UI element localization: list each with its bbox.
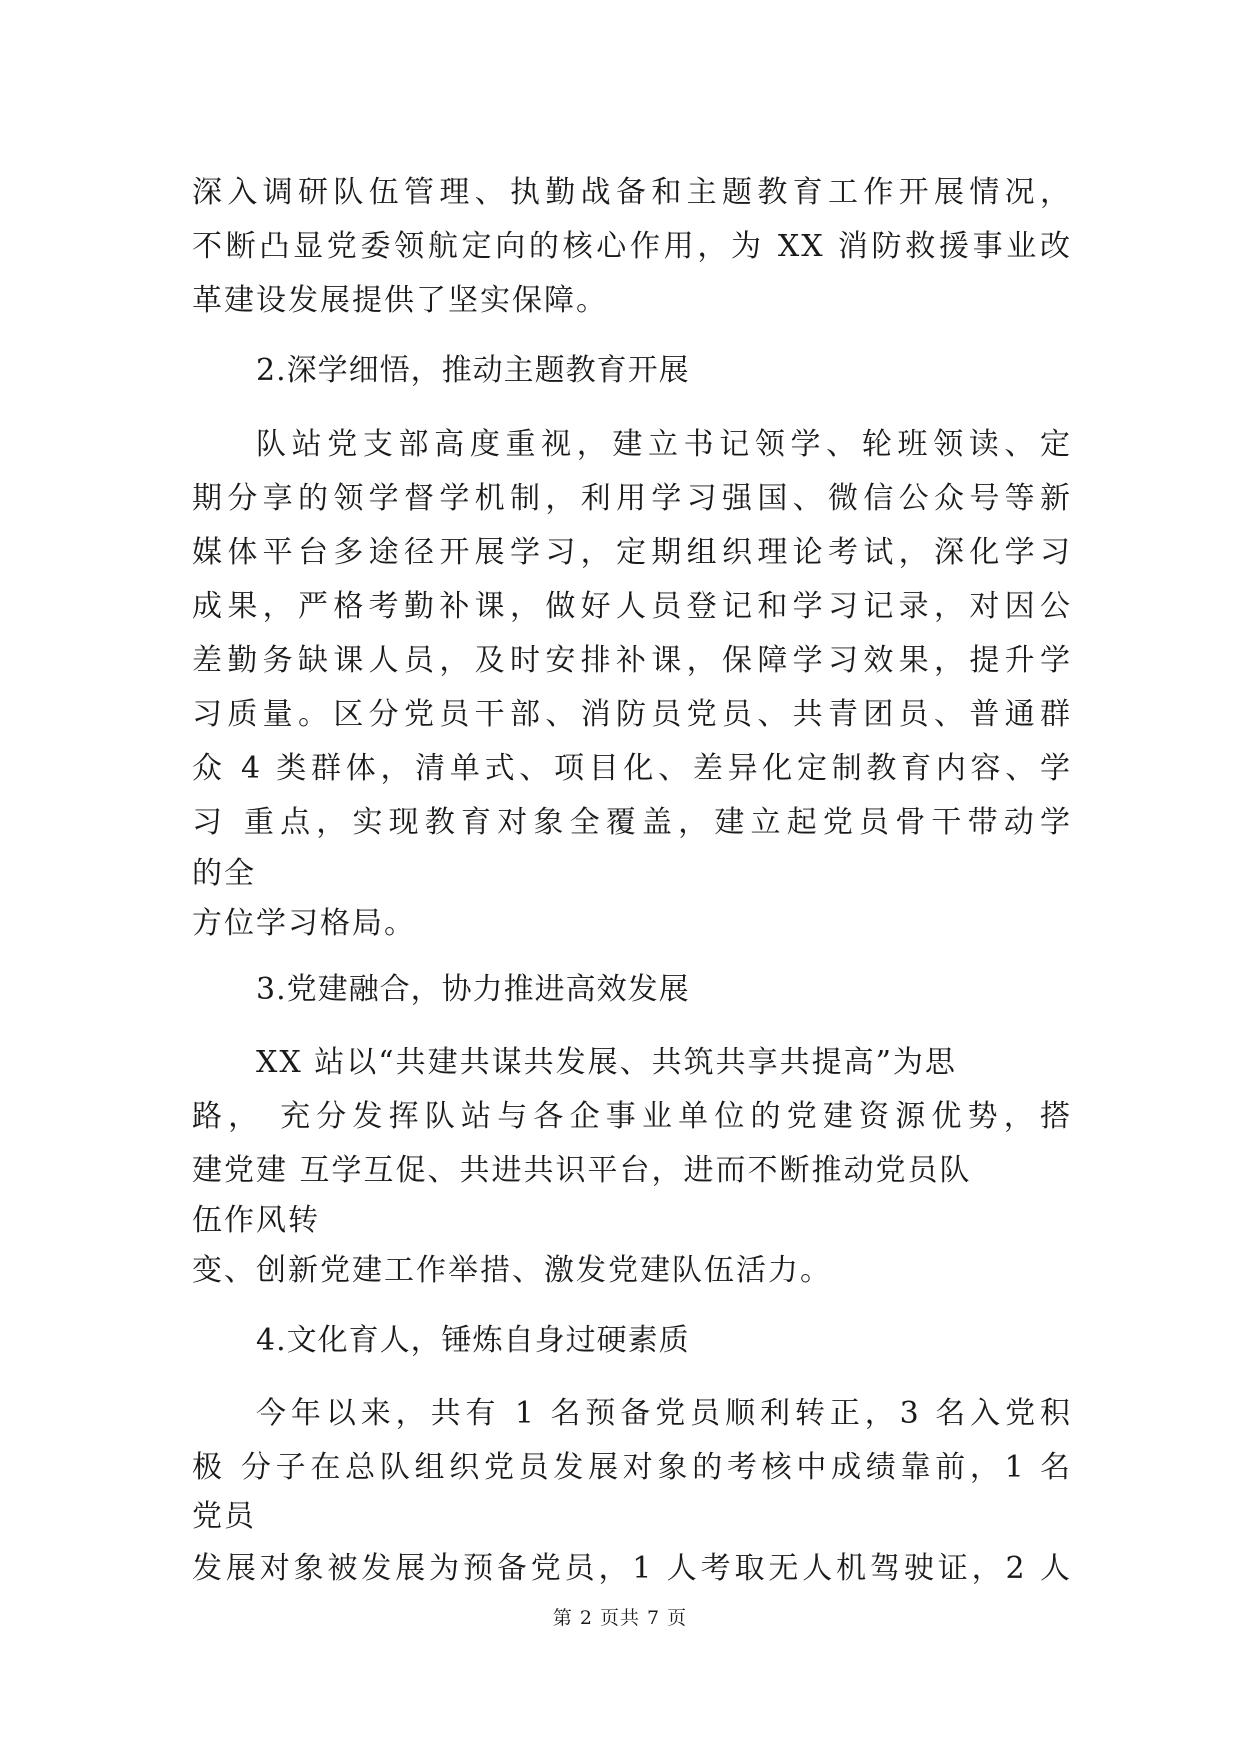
- paragraph-line: 伍作风转: [192, 1203, 320, 1238]
- paragraph-line: 不断凸显党委领航定向的核心作用，为 XX 消防救援事业改: [192, 229, 1072, 264]
- paragraph-line: 极 分子在总队组织党员发展对象的考核中成绩靠前，1 名: [192, 1450, 1072, 1485]
- paragraph-line: 变、创新党建工作举措、激发党建队伍活力。: [192, 1253, 832, 1288]
- paragraph-line: 差勤务缺课人员，及时安排补课，保障学习效果，提升学: [192, 643, 1072, 678]
- paragraph-line: 方位学习格局。: [192, 906, 416, 941]
- paragraph-line: 深入调研队伍管理、执勤战备和主题教育工作开展情况，: [192, 175, 1072, 210]
- paragraph-line: 党员: [192, 1499, 256, 1534]
- paragraph-line: 习 重点，实现教育对象全覆盖，建立起党员骨干带动学: [192, 805, 1072, 840]
- paragraph-line: 路， 充分发挥队站与各企事业单位的党建资源优势，搭: [192, 1099, 1072, 1134]
- paragraph-line: 的全: [192, 856, 256, 891]
- paragraph-line: 众 4 类群体，清单式、项目化、差异化定制教育内容、学: [192, 751, 1072, 786]
- page-footer: 第 2 页共 7 页: [552, 1607, 688, 1629]
- paragraph-line: 媒体平台多途径开展学习，定期组织理论考试，深化学习: [192, 535, 1072, 570]
- paragraph-line: 建党建 互学互促、共进共识平台，进而不断推动党员队: [192, 1153, 972, 1188]
- section-heading: 4.文化育人，锤炼自身过硬素质: [256, 1323, 690, 1358]
- paragraph-line: 期分享的领学督学机制，利用学习强国、微信公众号等新: [192, 481, 1072, 516]
- paragraph-line: XX 站以“共建共谋共发展、共筑共享共提高”为思: [256, 1045, 957, 1080]
- paragraph-line: 今年以来，共有 1 名预备党员顺利转正，3 名入党积: [256, 1396, 1072, 1431]
- paragraph-line: 成果，严格考勤补课，做好人员登记和学习记录，对因公: [192, 589, 1072, 624]
- section-heading: 3.党建融合，协力推进高效发展: [256, 972, 690, 1007]
- paragraph-line: 队站党支部高度重视，建立书记领学、轮班领读、定: [256, 427, 1072, 462]
- paragraph-line: 发展对象被发展为预备党员，1 人考取无人机驾驶证，2 人: [192, 1551, 1072, 1586]
- paragraph-line: 革建设发展提供了坚实保障。: [192, 283, 608, 318]
- paragraph-line: 习质量。区分党员干部、消防员党员、共青团员、普通群: [192, 697, 1072, 732]
- section-heading: 2.深学细悟，推动主题教育开展: [256, 353, 690, 388]
